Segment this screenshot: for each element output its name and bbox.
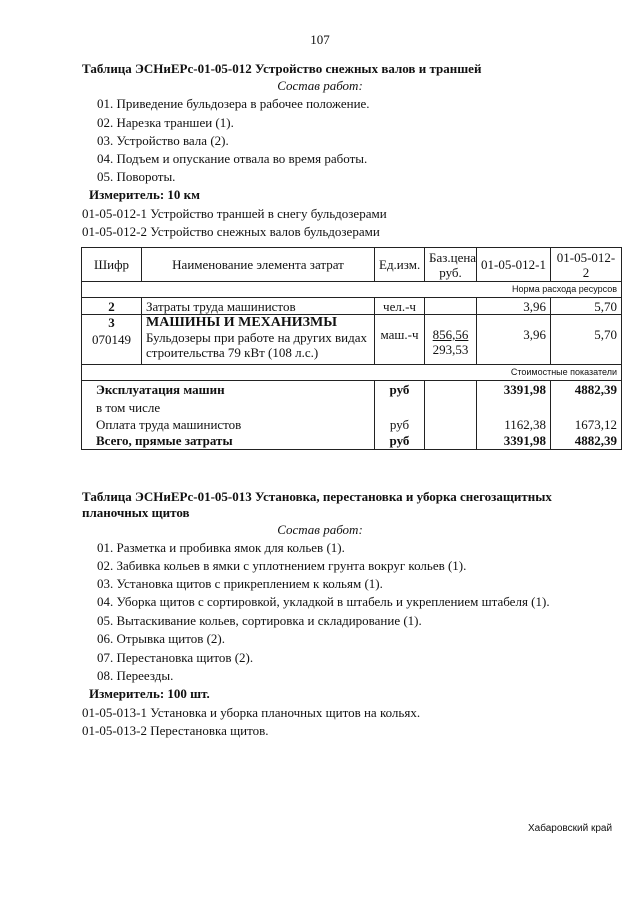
table1-code-1: 01-05-012-1 Устройство траншей в снегу бульдозерами (82, 206, 387, 221)
row-name: Оплата труда машинистов (82, 416, 375, 433)
machine-price-2: 293,53 (432, 342, 469, 357)
work-item: 04. Подъем и опускание отвала во время работы. (97, 151, 368, 166)
row-unit: чел.-ч (375, 298, 425, 315)
group-name: МАШИНЫ И МЕХАНИЗМЫ (146, 315, 338, 330)
table-row (82, 433, 622, 450)
col-code: Шифр (82, 248, 142, 282)
table2-meter: Измеритель: 100 шт. (89, 686, 210, 701)
machine-name-line1: Бульдозеры при работе на других видах (146, 330, 368, 345)
row-name: в том числе (82, 399, 375, 416)
table1-meter: Измеритель: 10 км (89, 187, 200, 202)
work-item: 07. Перестановка щитов (2). (97, 650, 254, 665)
row-name: Затраты труда машинистов (142, 298, 375, 315)
col-base-price-line2: руб. (439, 264, 462, 280)
row-name (142, 315, 375, 365)
work-item: 02. Нарезка траншеи (1). (97, 115, 234, 130)
table2-composition-heading: Состав работ: (277, 522, 363, 537)
table2-code-2: 01-05-013-2 Перестановка щитов. (82, 723, 269, 738)
machine-code: 070149 (92, 332, 131, 347)
work-item: 01. Разметка и пробивка ямок для кольев (1). (97, 540, 345, 555)
work-item: 01. Приведение бульдозера в рабочее положение. (97, 96, 370, 111)
work-item: 05. Повороты. (97, 169, 176, 184)
work-item: 04. Уборка щитов с сортировкой, укладкой в штабель и укреплением штабеля (1). (97, 594, 550, 609)
row-price (425, 298, 477, 315)
col-base-price (425, 248, 477, 282)
row-value-2: 4882,39 (551, 381, 622, 399)
row-price (425, 399, 477, 416)
row-unit: маш.-ч (375, 315, 425, 365)
col-code-2: 01-05-012-2 (551, 248, 622, 282)
cost-label-row (82, 365, 622, 381)
table-row (82, 381, 622, 399)
col-unit: Ед.изм. (375, 248, 425, 282)
table1-code-2: 01-05-012-2 Устройство снежных валов бульдозерами (82, 224, 380, 239)
table-row (82, 315, 622, 365)
work-item: 06. Отрывка щитов (2). (97, 631, 226, 646)
work-item: 08. Переезды. (97, 668, 174, 683)
row-unit: руб (375, 416, 425, 433)
row-price (425, 315, 477, 365)
row-unit (375, 399, 425, 416)
footer-region: Хабаровский край (528, 823, 613, 834)
table-row (82, 399, 622, 416)
machine-name-line2: строительства 79 кВт (108 л.с.) (146, 345, 319, 360)
row-value-2: 5,70 (551, 298, 622, 315)
row-unit: руб (375, 433, 425, 450)
row-code (82, 315, 142, 365)
table2-title-line1: Таблица ЭСНиЕРс-01-05-013 Установка, перестановка и уборка снегозащитных (82, 489, 552, 504)
col-base-price-line1: Баз.цена (429, 249, 477, 265)
col-code-1: 01-05-012-1 (477, 248, 551, 282)
cost-label: Стоимостные показатели (82, 365, 622, 381)
machine-price-1: 856,56 (432, 327, 469, 342)
row-price (425, 433, 477, 450)
row-value-1: 1162,38 (477, 416, 551, 433)
page-number: 107 (310, 32, 330, 47)
table-row (82, 298, 622, 315)
row-value-2 (551, 399, 622, 416)
norm-label: Норма расхода ресурсов (82, 282, 622, 298)
row-unit: руб (375, 381, 425, 399)
row-value-2: 1673,12 (551, 416, 622, 433)
row-value-1: 3,96 (477, 298, 551, 315)
row-value-1 (477, 399, 551, 416)
work-item: 05. Вытаскивание кольев, сортировка и складирование (1). (97, 613, 422, 628)
row-name: Всего, прямые затраты (82, 433, 375, 450)
work-item: 03. Установка щитов с прикреплением к кольям (1). (97, 576, 383, 591)
cost-table (81, 247, 622, 450)
table-header-row (82, 248, 622, 282)
table1-composition-heading: Состав работ: (277, 78, 363, 93)
row-price (425, 381, 477, 399)
row-name: Эксплуатация машин (82, 381, 375, 399)
row-value-2: 5,70 (551, 315, 622, 365)
table-row (82, 416, 622, 433)
row-value-1: 3391,98 (477, 381, 551, 399)
row-value-2: 4882,39 (551, 433, 622, 450)
table1-title: Таблица ЭСНиЕРс-01-05-012 Устройство снежных валов и траншей (82, 61, 482, 76)
work-item: 02. Забивка кольев в ямки с уплотнением грунта вокруг кольев (1). (97, 558, 467, 573)
row-value-1: 3391,98 (477, 433, 551, 450)
norm-label-row (82, 282, 622, 298)
row-price (425, 416, 477, 433)
row-value-1: 3,96 (477, 315, 551, 365)
table2-title-line2: планочных щитов (82, 505, 190, 520)
work-item: 03. Устройство вала (2). (97, 133, 229, 148)
group-code: 3 (108, 315, 115, 330)
table2-code-1: 01-05-013-1 Установка и уборка планочных щитов на кольях. (82, 705, 421, 720)
col-name: Наименование элемента затрат (142, 248, 375, 282)
row-code: 2 (82, 298, 142, 315)
